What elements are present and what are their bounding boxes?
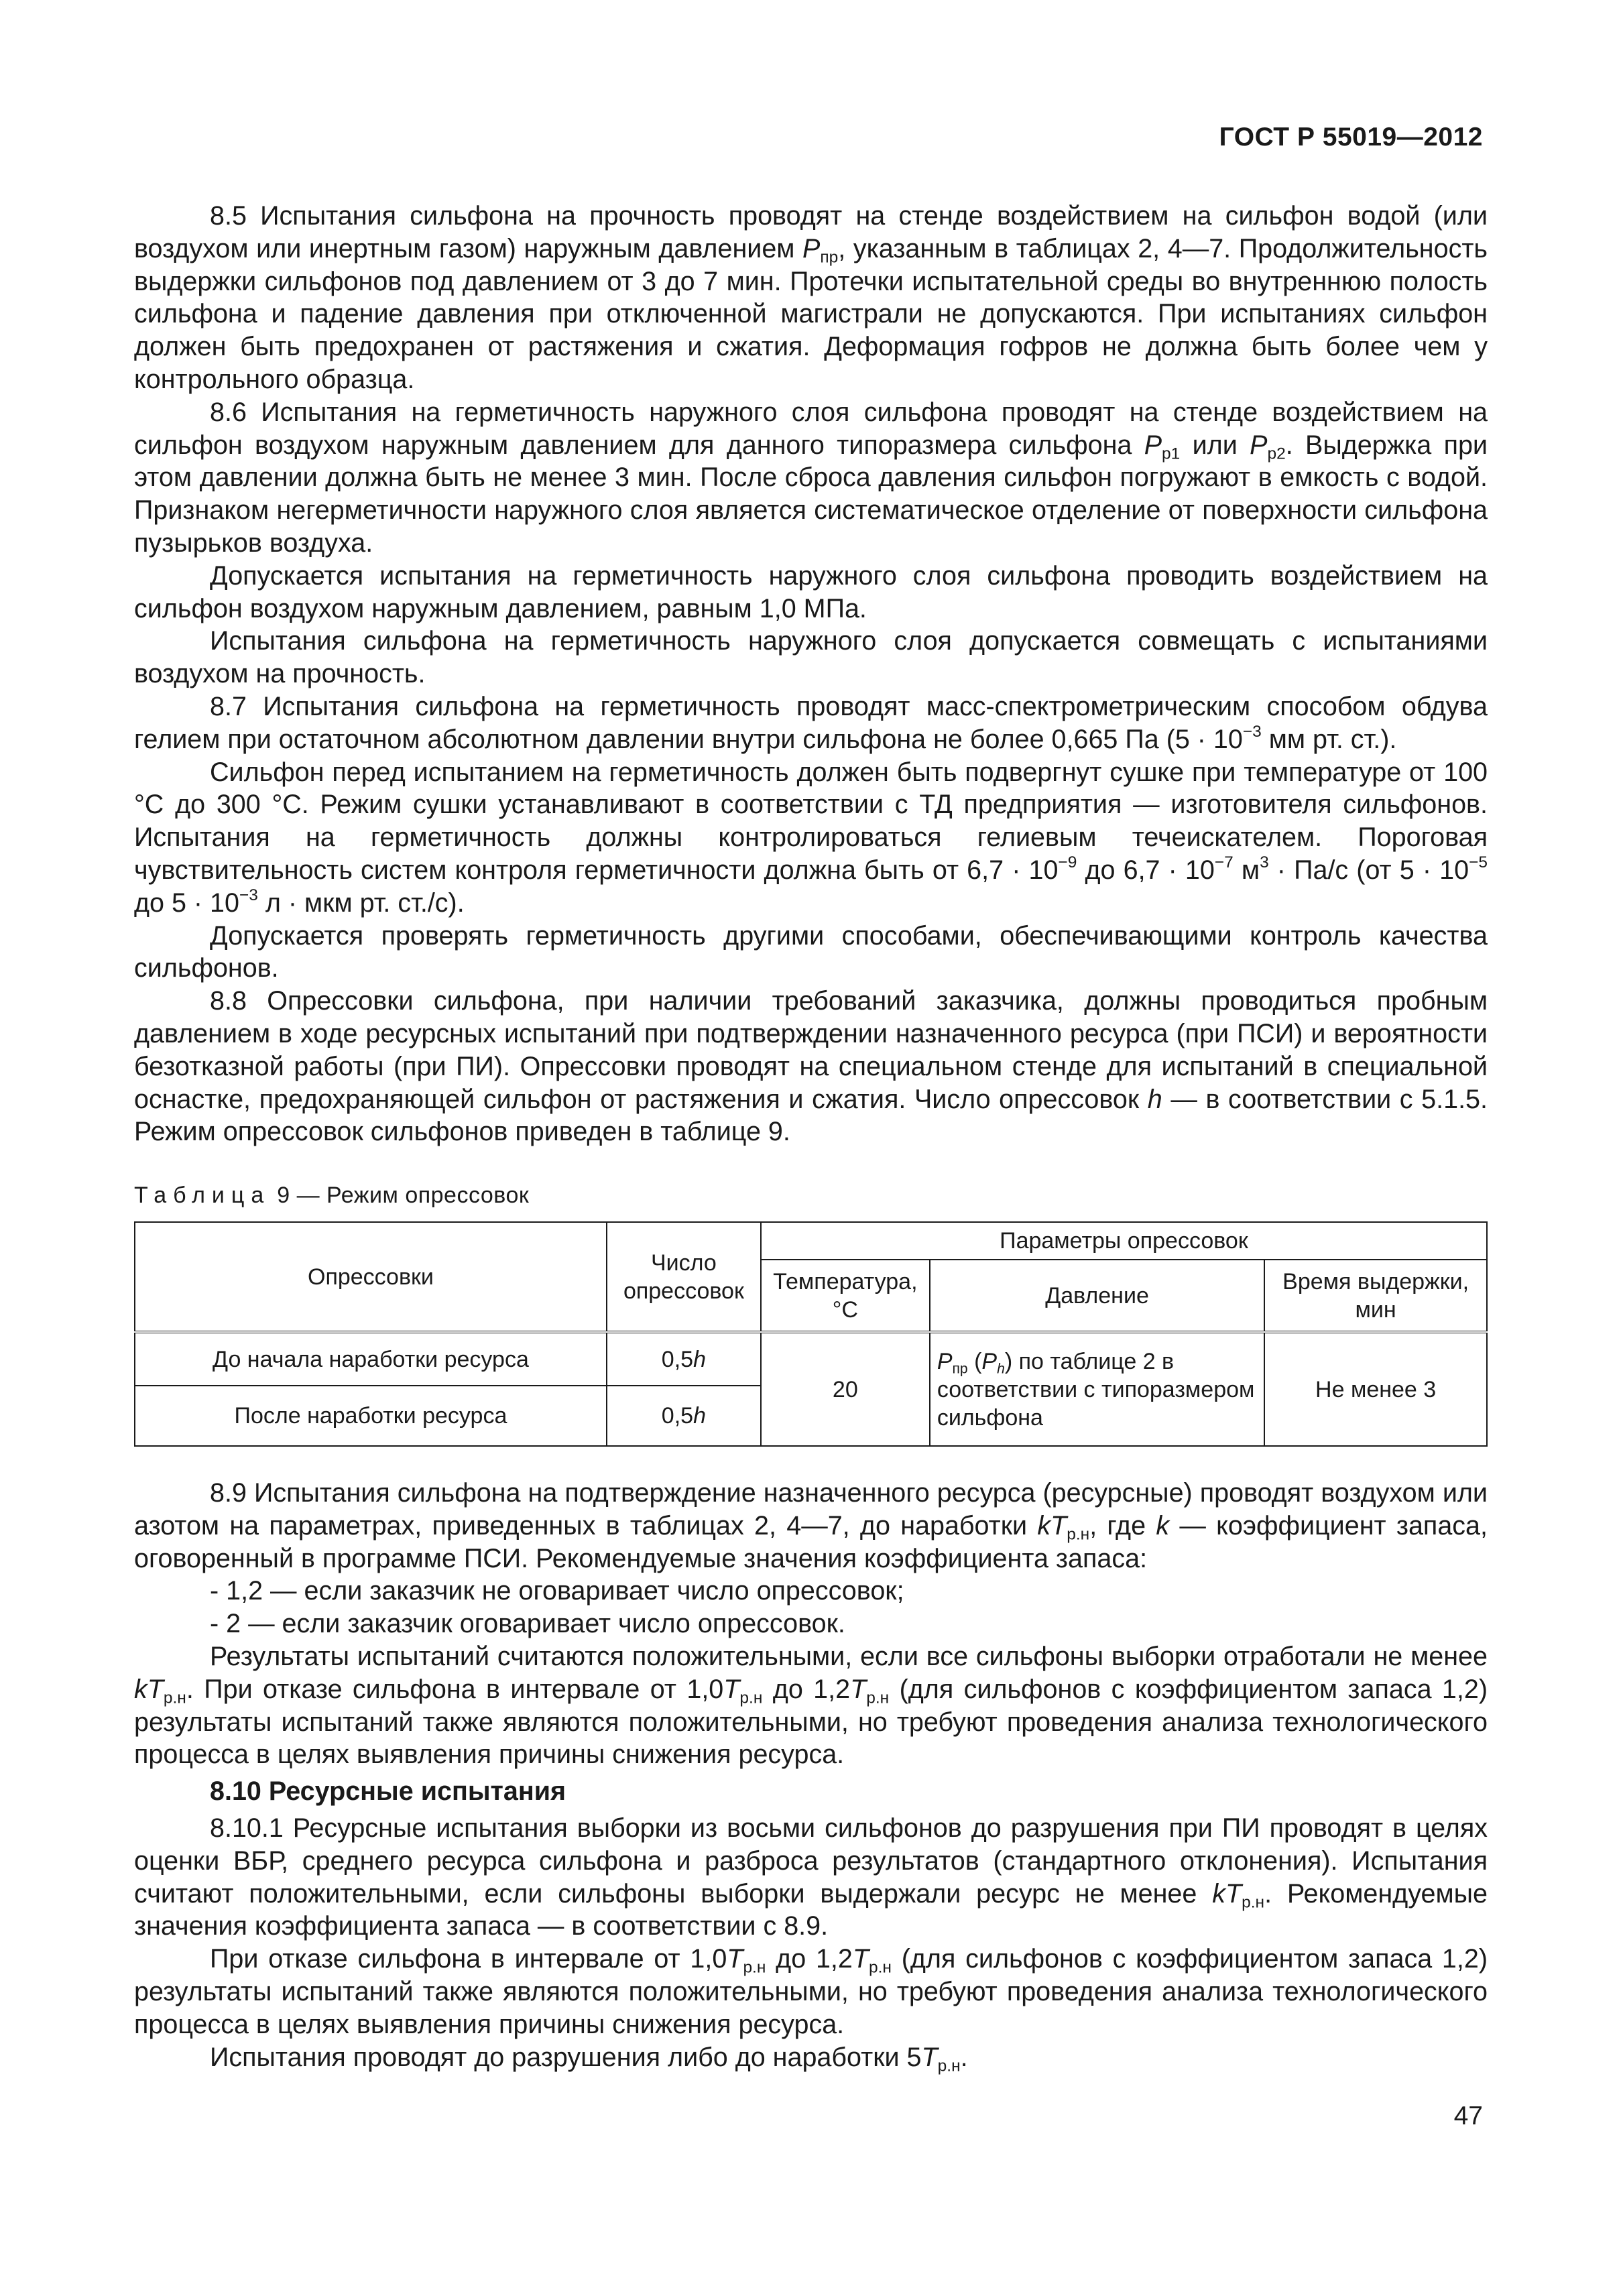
paragraph: Допускается испытания на герметичность наружного слоя сильфона проводить воздействием на сильфон воздухом наружным давлением, равным 1,0 МПа. [134,560,1488,623]
table-caption [134,1183,529,1209]
header-temperature: Температура, °С [761,1260,930,1332]
row-after-label: После наработки ресурса [135,1386,607,1446]
paragraph: 8.5 Испытания сильфона на прочность проводят на стенде воздействием на сильфон водой (или воздухом или инертным газом) наружным давлением $P_{пр}$, указанным в таблицах 2, 4—7. Продолжительность выдержки сильфонов под давлением от 3 до 7 мин. Протечки испытательной среды во внутреннюю полость сильфона и падение давления при отключенной магистрали не допускаются. При испытаниях сильфон должен быть предохранен от растяжения и сжатия. Деформация гофров не должна быть более чем у контрольного образца. [134,201,1488,394]
section-heading: 8.10 Ресурсные испытания [210,1776,566,1807]
header-pressings: Опрессовки [135,1222,607,1332]
paragraph: При отказе сильфона в интервале от $1,0T_{р.н}$ до $1,2T_{р.н}$ (для сильфонов с коэффициентом запаса 1,2) результаты испытаний также являются положительными, но требуют проведения анализа технологического процесса в целях выявления причины снижения ресурса. [134,1944,1488,2039]
text-block-top [134,200,1488,1148]
row-after-count: 0,5h [607,1386,761,1446]
row-before-label: До начала наработки ресурса [135,1332,607,1386]
cell-pressure: $P_{пр}$ $(P_h)$ по таблице 2 в соответствии с типоразмером сильфона [930,1332,1264,1446]
paragraph: 8.9 Испытания сильфона на подтверждение назначенного ресурса (ресурсные) проводят воздухом или азотом на параметрах, приведенных в таблицах 2, 4—7, до наработки $kT_{р.н}$, где k — коэффициент запаса, оговоренный в программе ПСИ. Рекомендуемые значения коэффициента запаса: [134,1478,1488,1573]
table-caption-label: Таблица [134,1183,271,1208]
text-block-bottom [134,1477,1488,2073]
paragraph: Испытания проводят до разрушения либо до наработки $5T_{р.н}$. [210,2042,968,2075]
paragraph: Допускается проверять герметичность другими способами, обеспечивающими контроль качества сильфонов. [134,920,1488,983]
header-count: Число опрессовок [607,1222,761,1332]
page-number: 47 [1453,2102,1483,2130]
header-hold-time: Время выдержки, мин [1264,1260,1487,1332]
table-9 [134,1221,1488,1447]
paragraph: Сильфон перед испытанием на герметичность должен быть подвергнут сушке при температуре от 100 °С до 300 °С. Режим сушки устанавливают в соответствии с ТД предприятия — изготовителя сильфонов. Испытания на герметичность должны контролироваться гелиевым течеискателем. Пороговая чувствительность систем контроля герметичности должна быть от $6,7 \cdot 10^{-9}$ до $6,7 \cdot 10^{-7}$ $м^3 \cdot Па/с$ (от $5 \cdot 10^{-5}$ до $5 \cdot 10^{-3}$ л · мкм рт. ст./с). [134,757,1488,918]
paragraph: Испытания сильфона на герметичность наружного слоя допускается совмещать с испытаниями воздухом на прочность. [134,626,1488,689]
paragraph: 8.7 Испытания сильфона на герметичность проводят масс-спектрометрическим способом обдува гелием при остаточном абсолютном давлении внутри сильфона не более 0,665 Па ($5 \cdot 10^{-3}$ мм рт. ст.). [134,691,1488,754]
header-params-group: Параметры опрессовок [761,1222,1487,1260]
list-item: - 2 — если заказчик оговаривает число опрессовок. [210,1609,845,1639]
header-pressure: Давление [930,1260,1264,1332]
document-code: ГОСТ Р 55019—2012 [1219,123,1483,152]
paragraph: 8.10.1 Ресурсные испытания выборки из восьми сильфонов до разрушения при ПИ проводят в целях оценки ВБР, среднего ресурса сильфона и разброса результатов (стандартного отклонения). Испытания считают положительными, если сильфоны выборки выдержали ресурс не менее $kT_{р.н}$. Рекомендуемые значения коэффициента запаса — в соответствии с 8.9. [134,1813,1488,1941]
cell-hold-time: Не менее 3 [1264,1332,1487,1446]
list-item: - 1,2 — если заказчик не оговаривает число опрессовок; [210,1576,904,1606]
paragraph: 8.8 Опрессовки сильфона, при наличии требований заказчика, должны проводиться пробным давлением в ходе ресурсных испытаний при подтверждении назначенного ресурса (при ПСИ) и вероятности безотказной работы (при ПИ). Опрессовки проводят на специальном стенде для испытаний в специальной оснастке, предохраняющей сильфон от растяжения и сжатия. Число опрессовок h — в соответствии с 5.1.5. Режим опрессовок сильфонов приведен в таблице 9. [134,986,1488,1147]
table-caption-title: 9 — Режим опрессовок [270,1183,530,1208]
paragraph: Результаты испытаний считаются положительными, если все сильфоны выборки отработали не менее $kT_{р.н}$. При отказе сильфона в интервале от $1,0T_{р.н}$ до $1,2T_{р.н}$ (для сильфонов с коэффициентом запаса 1,2) результаты испытаний также являются положительными, но требуют проведения анализа технологического процесса в целях выявления причины снижения ресурса. [134,1641,1488,1770]
row-before-count: 0,5h [607,1332,761,1386]
paragraph: 8.6 Испытания на герметичность наружного слоя сильфона проводят на стенде воздействием на сильфон воздухом наружным давлением для данного типоразмера сильфона $P_{р1}$ или $P_{р2}$. Выдержка при этом давлении должна быть не менее 3 мин. После сброса давления сильфон погружают в емкость с водой. Признаком негерметичности наружного слоя является систематическое отделение от поверхности сильфона пузырьков воздуха. [134,397,1488,558]
cell-temperature: 20 [761,1332,930,1446]
